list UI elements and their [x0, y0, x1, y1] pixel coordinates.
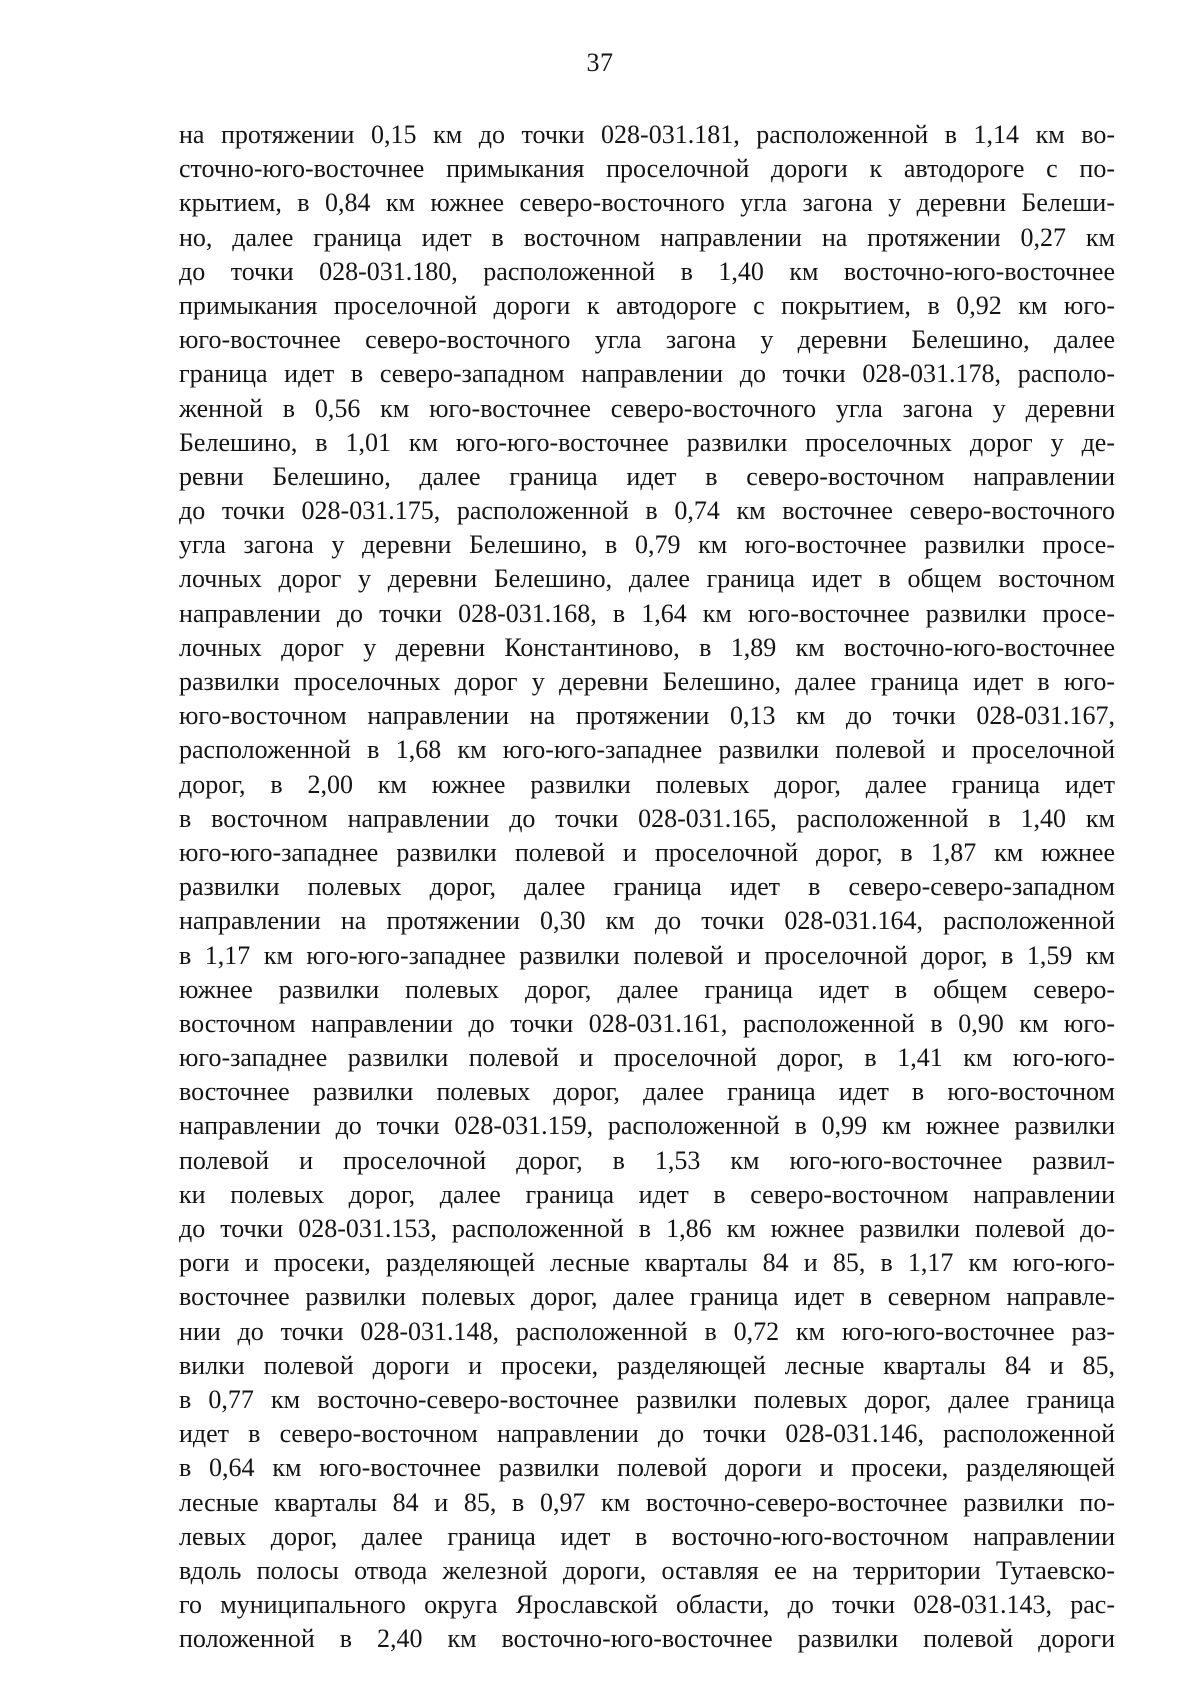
- text-line: в 1,17 км юго-юго-западнее развилки полевой и проселочной дорог, в 1,59 км: [179, 940, 1115, 970]
- text-line: юго-юго-западнее развилки полевой и проселочной дорог, в 1,87 км южнее: [179, 837, 1115, 867]
- text-line: сточно-юго-восточнее примыкания проселочной дороги к автодороге с по-: [179, 154, 1115, 184]
- text-line: южнее развилки полевых дорог, далее граница идет в общем северо-: [179, 974, 1115, 1004]
- text-line: юго-восточном направлении на протяжении 0,13 км до точки 028-031.167,: [179, 701, 1115, 731]
- text-line: в 0,77 км восточно-северо-восточнее развилки полевых дорог, далее граница: [179, 1384, 1115, 1414]
- page-number: 37: [586, 48, 614, 77]
- body-paragraph: [179, 118, 1115, 1656]
- text-line: юго-восточнее северо-восточного угла загона у деревни Белешино, далее: [179, 325, 1115, 355]
- text-line: восточнее развилки полевых дорог, далее граница идет в юго-восточном: [179, 1077, 1115, 1107]
- text-line: левых дорог, далее граница идет в восточно-юго-восточном направлении: [179, 1521, 1115, 1551]
- text-line: направлении до точки 028-031.159, расположенной в 0,99 км южнее развилки: [179, 1111, 1115, 1141]
- text-line: положенной в 2,40 км восточно-юго-восточнее развилки полевой дороги: [179, 1624, 1115, 1654]
- text-line: расположенной в 1,68 км юго-юго-западнее развилки полевой и проселочной: [179, 735, 1115, 765]
- text-line: вилки полевой дороги и просеки, разделяющей лесные кварталы 84 и 85,: [179, 1350, 1115, 1380]
- text-line: на протяжении 0,15 км до точки 028-031.181, расположенной в 1,14 км во-: [179, 120, 1115, 149]
- text-line: направлении на протяжении 0,30 км до точки 028-031.164, расположенной: [179, 906, 1115, 936]
- text-line: ревни Белешино, далее граница идет в северо-восточном направлении: [179, 461, 1115, 491]
- text-line: крытием, в 0,84 км южнее северо-восточного угла загона у деревни Белеши-: [179, 188, 1115, 218]
- text-line: угла загона у деревни Белешино, в 0,79 км юго-восточнее развилки просе-: [179, 530, 1115, 560]
- text-line: Белешино, в 1,01 км юго-юго-восточнее развилки проселочных дорог у де-: [179, 427, 1115, 457]
- text-line: до точки 028-031.180, расположенной в 1,40 км восточно-юго-восточнее: [179, 256, 1115, 286]
- text-line: до точки 028-031.175, расположенной в 0,74 км восточнее северо-восточного: [179, 496, 1115, 526]
- text-line: ки полевых дорог, далее граница идет в северо-восточном направлении: [179, 1179, 1115, 1209]
- text-line: дорог, в 2,00 км южнее развилки полевых дорог, далее граница идет: [179, 769, 1115, 799]
- text-line: примыкания проселочной дороги к автодороге с покрытием, в 0,92 км юго-: [179, 290, 1115, 320]
- text-line: женной в 0,56 км юго-восточнее северо-восточного угла загона у деревни: [179, 393, 1115, 423]
- text-line: лочных дорог у деревни Белешино, далее граница идет в общем восточном: [179, 564, 1115, 594]
- text-line: идет в северо-восточном направлении до точки 028-031.146, расположенной: [179, 1419, 1115, 1449]
- text-line: вдоль полосы отвода железной дороги, оставляя ее на территории Тутаевско-: [179, 1555, 1115, 1585]
- text-line: юго-западнее развилки полевой и проселочной дорог, в 1,41 км юго-юго-: [179, 1043, 1115, 1073]
- text-line: лочных дорог у деревни Константиново, в 1,89 км восточно-юго-восточнее: [179, 632, 1115, 662]
- text-line: до точки 028-031.153, расположенной в 1,86 км южнее развилки полевой до-: [179, 1214, 1115, 1243]
- text-line: в 0,64 км юго-восточнее развилки полевой дороги и просеки, разделяющей: [179, 1453, 1115, 1483]
- text-line: развилки проселочных дорог у деревни Белешино, далее граница идет в юго-: [179, 667, 1115, 696]
- text-line: полевой и проселочной дорог, в 1,53 км юго-юго-восточнее развил-: [179, 1145, 1115, 1175]
- text-line: направлении до точки 028-031.168, в 1,64 км юго-восточнее развилки просе-: [179, 598, 1115, 628]
- text-line: восточном направлении до точки 028-031.161, расположенной в 0,90 км юго-: [179, 1008, 1115, 1038]
- text-line: восточнее развилки полевых дорог, далее граница идет в северном направле-: [179, 1282, 1115, 1312]
- text-line: го муниципального округа Ярославской области, до точки 028-031.143, рас-: [179, 1590, 1115, 1620]
- text-line: в восточном направлении до точки 028-031.165, расположенной в 1,40 км: [179, 803, 1115, 833]
- text-line: но, далее граница идет в восточном направлении на протяжении 0,27 км: [179, 222, 1115, 252]
- text-line: нии до точки 028-031.148, расположенной в 0,72 км юго-юго-восточнее раз-: [179, 1316, 1115, 1346]
- text-line: граница идет в северо-западном направлении до точки 028-031.178, располо-: [179, 359, 1115, 389]
- text-line: лесные кварталы 84 и 85, в 0,97 км восточно-северо-восточнее развилки по-: [179, 1487, 1115, 1517]
- text-line: роги и просеки, разделяющей лесные кварталы 84 и 85, в 1,17 км юго-юго-: [179, 1248, 1115, 1278]
- text-line: развилки полевых дорог, далее граница идет в северо-северо-западном: [179, 872, 1115, 902]
